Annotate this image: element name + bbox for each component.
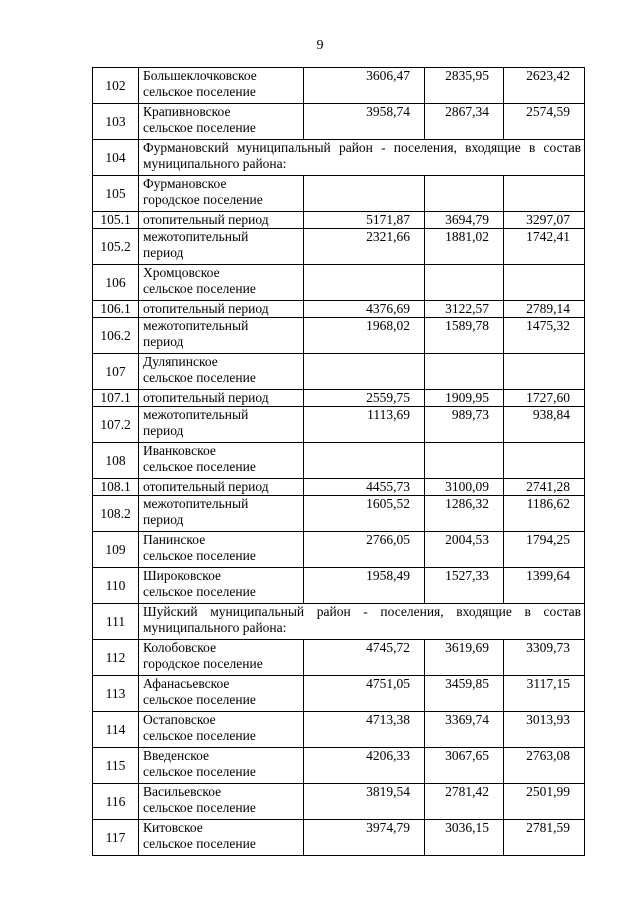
settlement-name-line: отопительный период xyxy=(143,301,269,316)
value-cell-1: 3819,54 xyxy=(304,784,425,820)
row-number: 109 xyxy=(93,532,139,568)
settlement-name-line: Иванковское xyxy=(143,443,216,458)
value-cell-1 xyxy=(304,354,425,390)
settlement-name-line: межотопительный xyxy=(143,496,249,511)
row-number: 108.1 xyxy=(93,479,139,496)
settlement-name xyxy=(139,390,304,407)
value-cell-1: 2559,75 xyxy=(304,390,425,407)
settlement-name xyxy=(139,407,304,443)
row-number: 107 xyxy=(93,354,139,390)
row-number: 103 xyxy=(93,104,139,140)
settlement-name-line: Большеклочковское xyxy=(143,68,257,83)
settlement-name xyxy=(139,354,304,390)
settlement-name xyxy=(139,532,304,568)
settlement-name-line: период xyxy=(143,334,184,349)
row-number: 114 xyxy=(93,712,139,748)
value-cell-3: 1727,60 xyxy=(504,390,585,407)
settlement-name xyxy=(139,676,304,712)
settlement-name-line: межотопительный xyxy=(143,229,249,244)
settlement-name-line: отопительный период xyxy=(143,479,269,494)
value-cell-2: 3694,79 xyxy=(425,212,504,229)
settlement-name xyxy=(139,784,304,820)
settlement-name xyxy=(139,496,304,532)
value-cell-2: 2004,53 xyxy=(425,532,504,568)
table-row xyxy=(93,140,585,176)
value-cell-3: 3117,15 xyxy=(504,676,585,712)
table-row xyxy=(93,318,585,354)
settlement-name-line: сельское поселение xyxy=(143,800,256,815)
settlement-name xyxy=(139,68,304,104)
value-cell-2: 3036,15 xyxy=(425,820,504,856)
row-number: 104 xyxy=(93,140,139,176)
value-cell-2 xyxy=(425,354,504,390)
table-row xyxy=(93,354,585,390)
value-cell-1 xyxy=(304,443,425,479)
value-cell-1 xyxy=(304,265,425,301)
table-row xyxy=(93,301,585,318)
value-cell-1: 3958,74 xyxy=(304,104,425,140)
settlement-name xyxy=(139,104,304,140)
value-cell-2: 2781,42 xyxy=(425,784,504,820)
value-cell-2: 1286,32 xyxy=(425,496,504,532)
value-cell-1: 1958,49 xyxy=(304,568,425,604)
value-cell-1: 2321,66 xyxy=(304,229,425,265)
settlement-name-line: период xyxy=(143,245,184,260)
settlement-name xyxy=(139,212,304,229)
settlement-name-line: Остаповское xyxy=(143,712,216,727)
settlement-name-line: сельское поселение xyxy=(143,764,256,779)
settlement-name-line: отопительный период xyxy=(143,212,269,227)
value-cell-2: 1881,02 xyxy=(425,229,504,265)
value-cell-1: 4751,05 xyxy=(304,676,425,712)
value-cell-1: 1113,69 xyxy=(304,407,425,443)
value-cell-3: 2741,28 xyxy=(504,479,585,496)
settlement-name-line: Широковское xyxy=(143,568,222,583)
settlement-name xyxy=(139,640,304,676)
table-row xyxy=(93,479,585,496)
value-cell-2: 3459,85 xyxy=(425,676,504,712)
row-number: 110 xyxy=(93,568,139,604)
settlement-name-line: Китовское xyxy=(143,820,203,835)
table-row xyxy=(93,748,585,784)
settlement-name-line: отопительный период xyxy=(143,390,269,405)
value-cell-3: 1475,32 xyxy=(504,318,585,354)
table-row xyxy=(93,568,585,604)
value-cell-2: 3067,65 xyxy=(425,748,504,784)
settlement-name-line: сельское поселение xyxy=(143,84,256,99)
table-row xyxy=(93,712,585,748)
settlement-name-line: Фурмановское xyxy=(143,176,227,191)
row-number: 113 xyxy=(93,676,139,712)
value-cell-3: 2781,59 xyxy=(504,820,585,856)
value-cell-3: 2574,59 xyxy=(504,104,585,140)
section-heading: Шуйский муниципальный район - поселения, входящие в состав муниципального района: xyxy=(139,604,585,640)
settlement-name-line: сельское поселение xyxy=(143,548,256,563)
settlement-name-line: Васильевское xyxy=(143,784,222,799)
settlement-name xyxy=(139,265,304,301)
value-cell-2: 2867,34 xyxy=(425,104,504,140)
row-number: 107.1 xyxy=(93,390,139,407)
value-cell-3 xyxy=(504,354,585,390)
table-row xyxy=(93,604,585,640)
settlement-name-line: Введенское xyxy=(143,748,209,763)
settlement-name-line: сельское поселение xyxy=(143,584,256,599)
value-cell-1: 3974,79 xyxy=(304,820,425,856)
value-cell-2: 1909,95 xyxy=(425,390,504,407)
settlement-name xyxy=(139,301,304,318)
row-number: 116 xyxy=(93,784,139,820)
value-cell-1: 1605,52 xyxy=(304,496,425,532)
table-row xyxy=(93,407,585,443)
value-cell-3: 1399,64 xyxy=(504,568,585,604)
settlement-name-line: Афанасьевское xyxy=(143,676,230,691)
value-cell-3: 3309,73 xyxy=(504,640,585,676)
row-number: 105.1 xyxy=(93,212,139,229)
value-cell-1: 4455,73 xyxy=(304,479,425,496)
value-cell-1: 1968,02 xyxy=(304,318,425,354)
value-cell-3 xyxy=(504,443,585,479)
row-number: 106 xyxy=(93,265,139,301)
table-row xyxy=(93,443,585,479)
settlement-name-line: Панинское xyxy=(143,532,206,547)
settlement-name xyxy=(139,318,304,354)
settlement-name-line: межотопительный xyxy=(143,407,249,422)
row-number: 106.2 xyxy=(93,318,139,354)
value-cell-1: 2766,05 xyxy=(304,532,425,568)
row-number: 105.2 xyxy=(93,229,139,265)
settlement-name-line: сельское поселение xyxy=(143,281,256,296)
table-body xyxy=(93,68,585,856)
table-row xyxy=(93,676,585,712)
settlement-name xyxy=(139,176,304,212)
value-cell-3: 2623,42 xyxy=(504,68,585,104)
row-number: 112 xyxy=(93,640,139,676)
settlement-name-line: период xyxy=(143,423,184,438)
value-cell-2: 3619,69 xyxy=(425,640,504,676)
row-number: 105 xyxy=(93,176,139,212)
tariff-table xyxy=(92,67,585,856)
value-cell-2: 1589,78 xyxy=(425,318,504,354)
settlement-name-line: сельское поселение xyxy=(143,728,256,743)
value-cell-1: 4713,38 xyxy=(304,712,425,748)
value-cell-2: 3369,74 xyxy=(425,712,504,748)
table-row xyxy=(93,229,585,265)
value-cell-3: 3297,07 xyxy=(504,212,585,229)
value-cell-3: 2789,14 xyxy=(504,301,585,318)
value-cell-3: 1794,25 xyxy=(504,532,585,568)
settlement-name-line: период xyxy=(143,512,184,527)
settlement-name-line: городское поселение xyxy=(143,192,263,207)
settlement-name xyxy=(139,229,304,265)
value-cell-3 xyxy=(504,176,585,212)
value-cell-3 xyxy=(504,265,585,301)
table-row xyxy=(93,390,585,407)
row-number: 117 xyxy=(93,820,139,856)
settlement-name xyxy=(139,820,304,856)
value-cell-2: 1527,33 xyxy=(425,568,504,604)
row-number: 108.2 xyxy=(93,496,139,532)
row-number: 106.1 xyxy=(93,301,139,318)
value-cell-1 xyxy=(304,176,425,212)
row-number: 115 xyxy=(93,748,139,784)
settlement-name-line: Дуляпинское xyxy=(143,354,218,369)
settlement-name-line: Хромцовское xyxy=(143,265,220,280)
settlement-name xyxy=(139,568,304,604)
settlement-name xyxy=(139,443,304,479)
settlement-name-line: межотопительный xyxy=(143,318,249,333)
table-row xyxy=(93,104,585,140)
value-cell-1: 4376,69 xyxy=(304,301,425,318)
table-row xyxy=(93,176,585,212)
row-number: 108 xyxy=(93,443,139,479)
table-row xyxy=(93,820,585,856)
value-cell-2: 2835,95 xyxy=(425,68,504,104)
settlement-name-line: сельское поселение xyxy=(143,692,256,707)
table-row xyxy=(93,784,585,820)
settlement-name-line: Крапивновское xyxy=(143,104,231,119)
settlement-name-line: сельское поселение xyxy=(143,459,256,474)
value-cell-3: 2501,99 xyxy=(504,784,585,820)
page-number: 9 xyxy=(316,38,324,53)
settlement-name xyxy=(139,748,304,784)
table-row xyxy=(93,68,585,104)
value-cell-1: 4206,33 xyxy=(304,748,425,784)
row-number: 111 xyxy=(93,604,139,640)
table-row xyxy=(93,496,585,532)
row-number: 107.2 xyxy=(93,407,139,443)
settlement-name xyxy=(139,479,304,496)
settlement-name-line: сельское поселение xyxy=(143,370,256,385)
settlement-name-line: сельское поселение xyxy=(143,120,256,135)
value-cell-2 xyxy=(425,265,504,301)
value-cell-3: 2763,08 xyxy=(504,748,585,784)
value-cell-3: 1186,62 xyxy=(504,496,585,532)
value-cell-1: 3606,47 xyxy=(304,68,425,104)
value-cell-2 xyxy=(425,443,504,479)
table-row xyxy=(93,640,585,676)
section-heading: Фурмановский муниципальный район - поселения, входящие в состав муниципального района: xyxy=(139,140,585,176)
value-cell-2 xyxy=(425,176,504,212)
settlement-name-line: Колобовское xyxy=(143,640,217,655)
value-cell-3: 1742,41 xyxy=(504,229,585,265)
value-cell-2: 3100,09 xyxy=(425,479,504,496)
settlement-name xyxy=(139,712,304,748)
value-cell-1: 4745,72 xyxy=(304,640,425,676)
value-cell-3: 938,84 xyxy=(504,407,585,443)
value-cell-2: 989,73 xyxy=(425,407,504,443)
row-number: 102 xyxy=(93,68,139,104)
settlement-name-line: городское поселение xyxy=(143,656,263,671)
value-cell-2: 3122,57 xyxy=(425,301,504,318)
table-row xyxy=(93,265,585,301)
settlement-name-line: сельское поселение xyxy=(143,836,256,851)
table-row xyxy=(93,532,585,568)
value-cell-3: 3013,93 xyxy=(504,712,585,748)
table-row xyxy=(93,212,585,229)
value-cell-1: 5171,87 xyxy=(304,212,425,229)
